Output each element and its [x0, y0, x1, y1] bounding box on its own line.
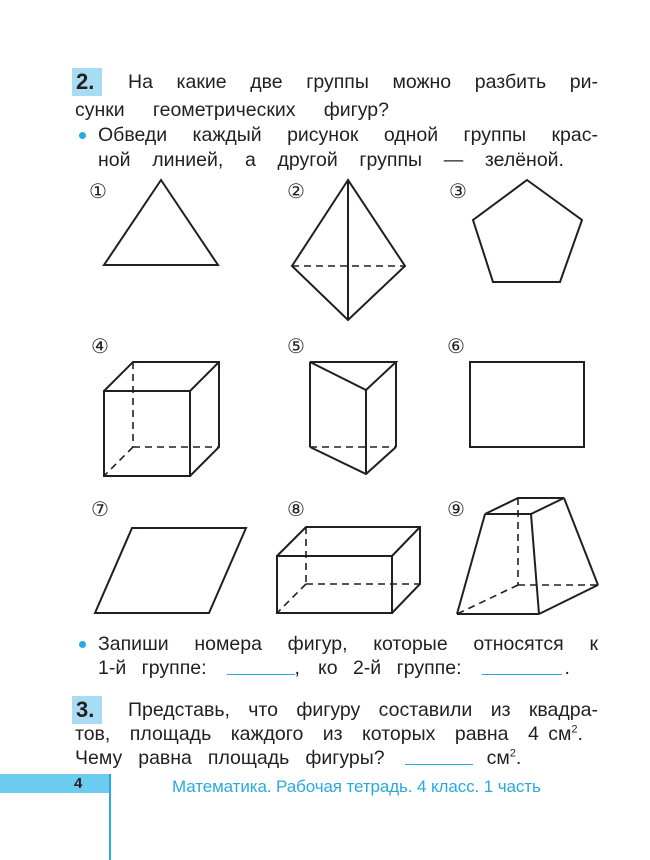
figure-4-label: ④ — [91, 334, 109, 358]
task-3-line-3: Чему равна площадь фигуры? $см^2$. — [75, 747, 522, 769]
period: . — [564, 657, 570, 679]
figure-9-label: ⑨ — [447, 497, 465, 521]
unit: $см^2$. — [486, 747, 522, 769]
figure-6-label: ⑥ — [447, 334, 465, 358]
figure-8-label: ⑧ — [287, 497, 305, 521]
figure-2-label: ② — [287, 179, 305, 203]
task-3-number-badge: 3. — [72, 696, 102, 724]
task-2-question-line-1: На какие две группы можно разбить ри- — [128, 71, 598, 93]
group-1-answer-field[interactable] — [227, 656, 295, 675]
task-3-line-1: Представь, что фигуру составили из квадра- — [128, 699, 598, 721]
task-2-instruction-line-2: ной линией, а другой группы — зелёной. — [98, 149, 564, 171]
area-answer-field[interactable] — [405, 746, 473, 765]
figure-6-rectangle[interactable] — [470, 362, 584, 447]
figure-4-cube[interactable] — [104, 362, 219, 476]
figure-1-label: ① — [89, 179, 107, 203]
task-2-write-line-1: Запиши номера фигур, которые относятся к — [98, 633, 598, 655]
book-title: Математика. Рабочая тетрадь. 4 класс. 1 часть — [172, 777, 541, 796]
group-1-label: 1-й группе: — [98, 657, 207, 679]
figure-3-label: ③ — [449, 179, 467, 203]
footer-band — [0, 774, 110, 793]
figure-7-parallelogram[interactable] — [95, 528, 246, 613]
comma: , — [294, 657, 300, 679]
bullet-icon — [79, 641, 86, 648]
task-2-question-line-2: сунки геометрических фигур? — [75, 99, 389, 121]
figure-5-triangular-prism[interactable] — [310, 362, 396, 474]
page-number: 4 — [74, 775, 83, 792]
task-2-number-badge: 2. — [72, 68, 102, 96]
figure-2-double-pyramid[interactable] — [292, 180, 405, 320]
task-2-write-line-2 — [98, 656, 598, 680]
figure-3-pentagon[interactable] — [473, 180, 582, 282]
figure-8-rectangular-box[interactable] — [277, 527, 420, 613]
figure-1-triangle[interactable] — [104, 180, 218, 265]
figure-7-label: ⑦ — [91, 497, 109, 521]
figure-5-label: ⑤ — [287, 334, 305, 358]
figure-9-truncated-pyramid[interactable] — [457, 498, 598, 614]
footer-divider — [109, 774, 111, 860]
group-2-label: ко 2-й группе: — [317, 657, 462, 679]
task-2-instruction-line-1: Обведи каждый рисунок одной группы крас- — [98, 124, 598, 146]
task-3-line-2: тов, площадь каждого из которых равна 4 $см^2$. — [75, 723, 583, 745]
group-2-answer-field[interactable] — [482, 656, 562, 675]
